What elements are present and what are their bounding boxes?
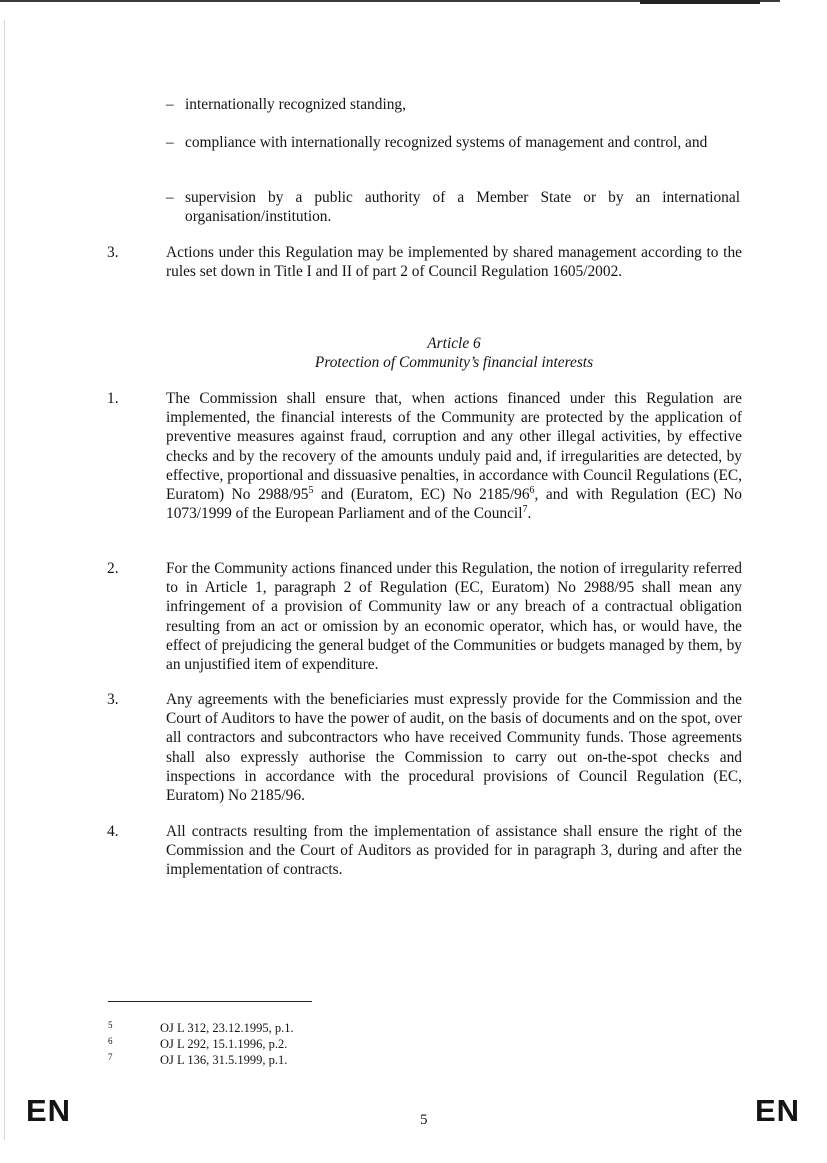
paragraph-text bbox=[166, 389, 742, 523]
scan-left-edge bbox=[4, 20, 5, 1140]
paragraph-text-part: , and with Regulation (EC) No 1073/1999 of the European Parliament and of the Council bbox=[166, 486, 743, 523]
footnote-text: OJ L 292, 15.1.1996, p.2. bbox=[160, 1037, 288, 1051]
footnote-rule bbox=[108, 1001, 312, 1002]
footnote-ref: 5 bbox=[308, 484, 314, 496]
paragraph-number: 4. bbox=[107, 823, 119, 840]
language-mark-right: EN bbox=[755, 1093, 801, 1128]
paragraph-text-part: The Commission shall ensure that, when actions financed under this Regulation are implemented, the financial interests of the Community are protected by the application of preventive measures against fraud, corruption and any other illegal activities, by effective checks and by the recovery of the amounts unduly paid and, if irregularities are detected, by effective, proportional and dissuasive penalties, in accordance with Council Regulations (EC, Euratom) No 2988/95 bbox=[166, 390, 742, 504]
bullet-text: internationally recognized standing, bbox=[185, 96, 406, 113]
paragraph-text-part: and (Euratom, EC) No 2185/96 bbox=[313, 486, 530, 504]
paragraph-text: Actions under this Regulation may be implemented by shared management according to the rules set down in Title I and II of part 2 of Council Regulation 1605/2002. bbox=[166, 244, 742, 281]
bullet-dash: – bbox=[166, 96, 174, 113]
footnote-number: 7 bbox=[108, 1052, 113, 1062]
bullet-item bbox=[166, 133, 740, 152]
paragraph-text-part: . bbox=[527, 505, 532, 523]
footnote-number: 5 bbox=[108, 1020, 113, 1030]
paragraph-number: 3. bbox=[107, 244, 119, 261]
article-title: Protection of Community’s financial interests bbox=[314, 354, 594, 371]
paragraph-number: 2. bbox=[107, 560, 119, 577]
footnote-text: OJ L 312, 23.12.1995, p.1. bbox=[160, 1021, 294, 1035]
paragraph-text: For the Community actions financed under this Regulation, the notion of irregularity referred to in Article 1, paragraph 2 of Regulation (EC, Euratom) No 2988/95 shall mean any infringement of a provision of Community law or any breach of a contractual obligation resulting from an act or omission by an economic operator, which has, or would have, the effect of prejudicing the general budget of the Communities or budgets managed by them, by an unjustified item of expenditure. bbox=[166, 560, 742, 674]
scan-top-rule-bold bbox=[640, 0, 760, 4]
footnote-ref: 7 bbox=[522, 504, 528, 516]
bullet-item bbox=[166, 95, 740, 114]
paragraph-text: All contracts resulting from the implementation of assistance shall ensure the right of the Commission and the Court of Auditors as provided for in paragraph 3, during and after the implementation of contracts. bbox=[166, 823, 742, 879]
language-mark-left: EN bbox=[26, 1093, 72, 1128]
footnote-text: OJ L 136, 31.5.1999, p.1. bbox=[160, 1053, 288, 1067]
paragraph-text: Any agreements with the beneficiaries must expressly provide for the Commission and the Court of Auditors to have the power of audit, on the basis of documents and on the spot, over all contractors and subcontractors who have received Community funds. Those agreements shall also expressly authorise the Commission to carry out on-the-spot checks and inspections in accordance with the procedural provisions of Council Regulation (EC, Euratom) No 2185/96. bbox=[166, 691, 742, 805]
page-number: 5 bbox=[420, 1112, 428, 1128]
bullet-dash: – bbox=[166, 189, 174, 206]
paragraph-number: 3. bbox=[107, 691, 119, 708]
footnote-ref: 6 bbox=[529, 484, 535, 496]
bullet-text: compliance with internationally recognized systems of management and control, and bbox=[185, 134, 708, 151]
article-number: Article 6 bbox=[427, 335, 481, 352]
bullet-text: supervision by a public authority of a Member State or by an international organisation/institution. bbox=[185, 189, 740, 226]
paragraph-number: 1. bbox=[107, 390, 119, 407]
bullet-item bbox=[166, 188, 740, 226]
footnote-number: 6 bbox=[108, 1036, 113, 1046]
bullet-dash: – bbox=[166, 134, 174, 151]
